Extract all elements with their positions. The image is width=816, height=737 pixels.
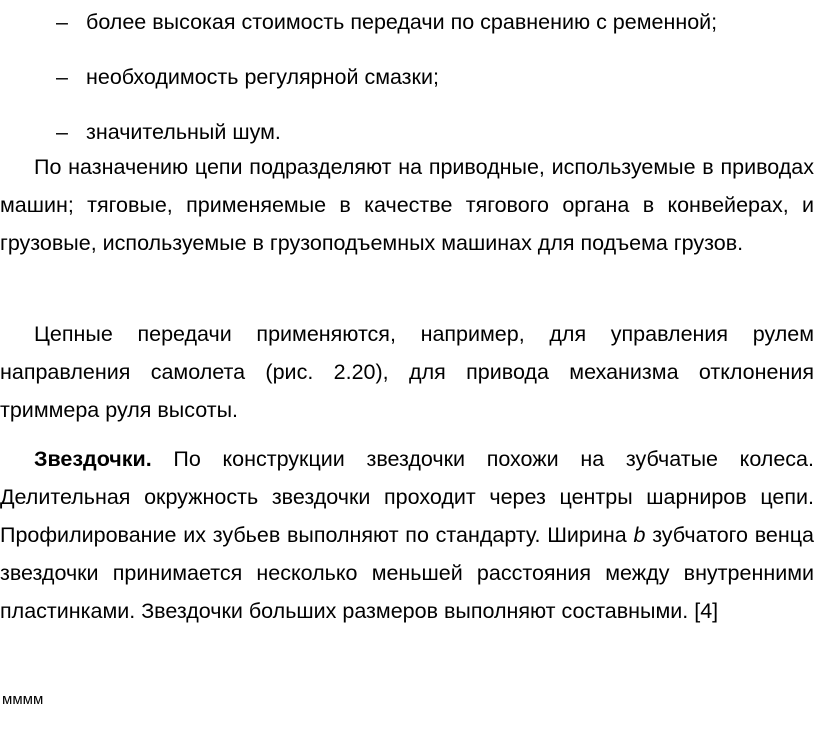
section-heading: Звездочки. <box>34 447 152 471</box>
bullet-marker: – <box>56 65 68 89</box>
paragraph-chain-purpose <box>0 148 814 262</box>
bullet-text: необходимость регулярной смазки; <box>86 65 439 89</box>
bullet-marker: – <box>56 10 68 34</box>
bullet-marker: – <box>56 120 68 144</box>
bullet-item <box>56 114 281 150</box>
paragraph-text: Цепные передачи применяются, например, для управления рулем направления самолета (рис. 2.20), для привода механизма отклонения триммера руля высоты. <box>0 322 814 422</box>
bullet-item <box>56 59 439 95</box>
width-symbol: b <box>633 523 646 547</box>
bullet-item <box>56 4 717 40</box>
bullet-text: более высокая стоимость передачи по сравнению с ременной; <box>86 10 718 34</box>
bullet-text: значительный шум. <box>86 120 281 144</box>
paragraph-chain-applications <box>0 315 814 429</box>
paragraph-text: По конструкции звездочки похожи на зубчатые колеса. Делительная окружность звездочки проходит через центры шарниров цепи. Профилирование их зубьев выполняют по стандарту. Ширина <box>0 447 814 547</box>
paragraph-text: зубчатого венца звездочки принимается несколько меньшей расстояния между внутренними пластинками. Звездочки больших размеров выполняют составными. [4] <box>0 523 815 623</box>
footer-text: мммм <box>2 691 44 708</box>
paragraph-text: По назначению цепи подразделяют на приводные, используемые в приводах машин; тяговые, применяемые в качестве тягового органа в конвейерах, и грузовые, используемые в грузоподъемных машинах для подъема грузов. <box>0 155 814 255</box>
paragraph-sprockets <box>0 440 814 630</box>
